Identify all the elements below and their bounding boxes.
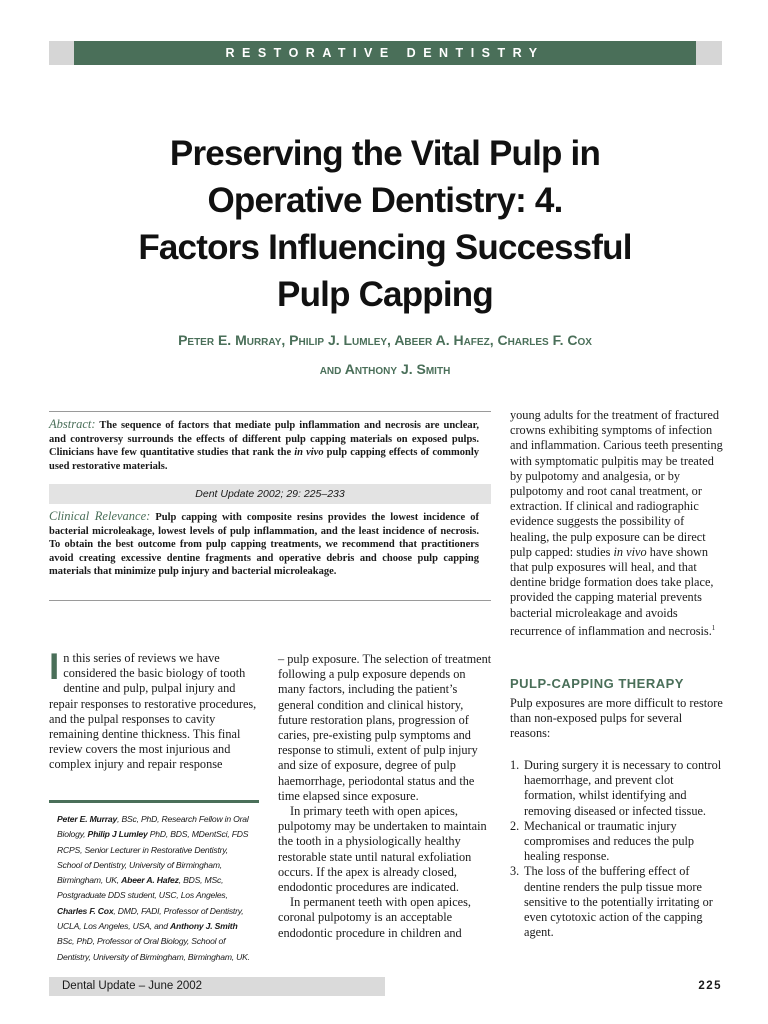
clinical-relevance-label: Clinical Relevance: [49,509,151,523]
bio-name: Philip J Lumley [87,829,148,840]
list-item [510,864,725,940]
bio-text: , DMD, FADI, Professor of Dentistry, UCLA, Los Angeles, USA, and [57,905,244,932]
bio-name: Anthony J. Smith [170,921,238,932]
abstract-label: Abstract: [49,417,96,431]
body-paragraph: In primary teeth with open apices, pulpotomy may be undertaken to maintain the tooth in a physiologically healthy restorable state until natural exfoliation occurs. If the apex is already closed, endodontic procedures are indicated. [278,804,487,895]
bio-text: PhD, BDS, MDentSci, FDS RCPS, Senior Lecturer in Restorative Dentistry, School of Dentistry, University of Birmingham, Birmingham, UK, [57,829,249,886]
body-text: young adults for the treatment of fractured crowns exhibiting symptoms of infection and inflammation. Carious teeth presenting with symptomatic pulpitis may be treated by pulpotomy and analgesia, or by pulpotomy and root canal treatment, or extraction. If clinical and radiographic evidence suggests the possibility of healing, the pulp exposure can be direct pulp capped: studies [510,408,723,559]
section-heading: PULP-CAPPING THERAPY [510,676,684,691]
intro-text: n this series of reviews we have considered the basic biology of tooth dentine and pulp, pulpal injury and repair responses to restorative procedures, and the pulpal responses to cavity remaining dentine thickness. This final review covers the most injurious and complex injury and repair response [49,651,257,772]
section-header-bar [74,41,696,65]
column-1 [49,646,263,773]
title-line: Preserving the Vital Pulp in [169,134,601,173]
clinical-relevance [49,510,479,579]
title-line: Pulp Capping [277,275,493,314]
list-text: During surgery it is necessary to control haemorrhage, and prevent clot formation, whilst identifying and removing diseased or infected tissue. [524,758,722,818]
title-line: Operative Dentistry: 4. [207,181,563,220]
authors-line-1: Peter E. Murray, Philip J. Lumley, Abeer A. Hafez, Charles F. Cox [178,332,592,348]
section-intro [510,696,725,742]
title-line: Factors Influencing Successful [138,228,632,267]
list-text: Mechanical or traumatic injury compromises and reduces the pulp healing response. [524,818,695,864]
abstract [49,418,479,473]
reference-marker: 1 [711,623,716,632]
reasons-list [510,758,725,940]
column-3 [510,408,725,639]
body-paragraph: – pulp exposure. The selection of treatment following a pulp exposure depends on many factors, including the patient’s general condition and clinical history, future restoration plans, progression of caries, pre-existing pulp symptoms and response to stimuli, extent of pulp injury and size of exposure, degree of pulp haemorrhage, periodontal status and the time elapsed since exposure. [278,652,492,803]
list-number: 3. [510,864,520,879]
bio-text: , BDS, MSc, Postgraduate DDS student, USC, Los Angeles, [57,875,228,901]
section-header [49,41,722,65]
bio-text: BSc, PhD, Professor of Oral Biology, School of Dentistry, University of Birmingham, Birmingham, UK. [57,936,250,962]
drop-cap: I [49,646,60,687]
bio-text: , BSc, PhD, Research Fellow in Oral Biology, [57,814,249,840]
list-number: 1. [510,758,520,772]
list-text: The loss of the buffering effect of dentine renders the pulp tissue more sensitive to the potentially irritating or even cytotoxic action of the capping agent. [524,864,713,940]
column-2 [278,652,493,941]
list-number: 2. [510,818,520,833]
section-label: RESTORATIVE DENTISTRY [225,46,545,60]
body-italic: in vivo [613,544,647,559]
article-title [60,130,710,318]
bio-name: Peter E. Murray [57,814,118,824]
bio-name: Abeer A. Hafez [121,875,179,886]
footer-journal: Dental Update – June 2002 [49,977,385,996]
citation-bar: Dent Update 2002; 29: 225–233 [49,484,491,504]
clinical-relevance-text: Pulp capping with composite resins provides the lowest incidence of bacterial microleakage, lowest levels of pulp inflammation, and the least incidence of necrosis. To obtain the best outcome from pulp capping treatments, we recommend that practitioners avoid creating excessive dentine fragments and operative debris and choose pulp capping materials that minimize pulp injury and bacterial microleakage. [49,512,479,578]
author-bio [49,800,259,962]
bio-name: Charles F. Cox [57,905,114,916]
body-paragraph: Pulp exposures are more difficult to restore than non-exposed pulps for several reasons: [510,696,723,741]
page-number: 225 [698,980,722,992]
abstract-italic: in vivo [294,447,324,459]
intro-paragraph [49,646,263,773]
abstract-box [49,411,491,601]
body-text: have shown that pulp exposures will heal, and that dentine bridge formation does take place, provided the capping material prevents bacterial microleakage and avoids recurrence of inflammation and necrosis. [510,544,714,638]
author-list [60,326,710,384]
list-item [510,758,725,819]
list-item [510,819,725,865]
authors-line-2: and Anthony J. Smith [319,361,451,377]
abstract-text-end: pulp capping effects of commonly used restorative materials. [49,447,480,472]
body-paragraph [510,408,725,639]
body-paragraph: In permanent teeth with open apices, coronal pulpotomy is an acceptable endodontic procedure in children and [278,895,471,940]
abstract-text: The sequence of factors that mediate pulp inflammation and necrosis are unclear, and controversy surrounds the effects of different pulp capping materials on exposed pulps. Clinicians have few quantitative studies that rank the [49,420,479,459]
